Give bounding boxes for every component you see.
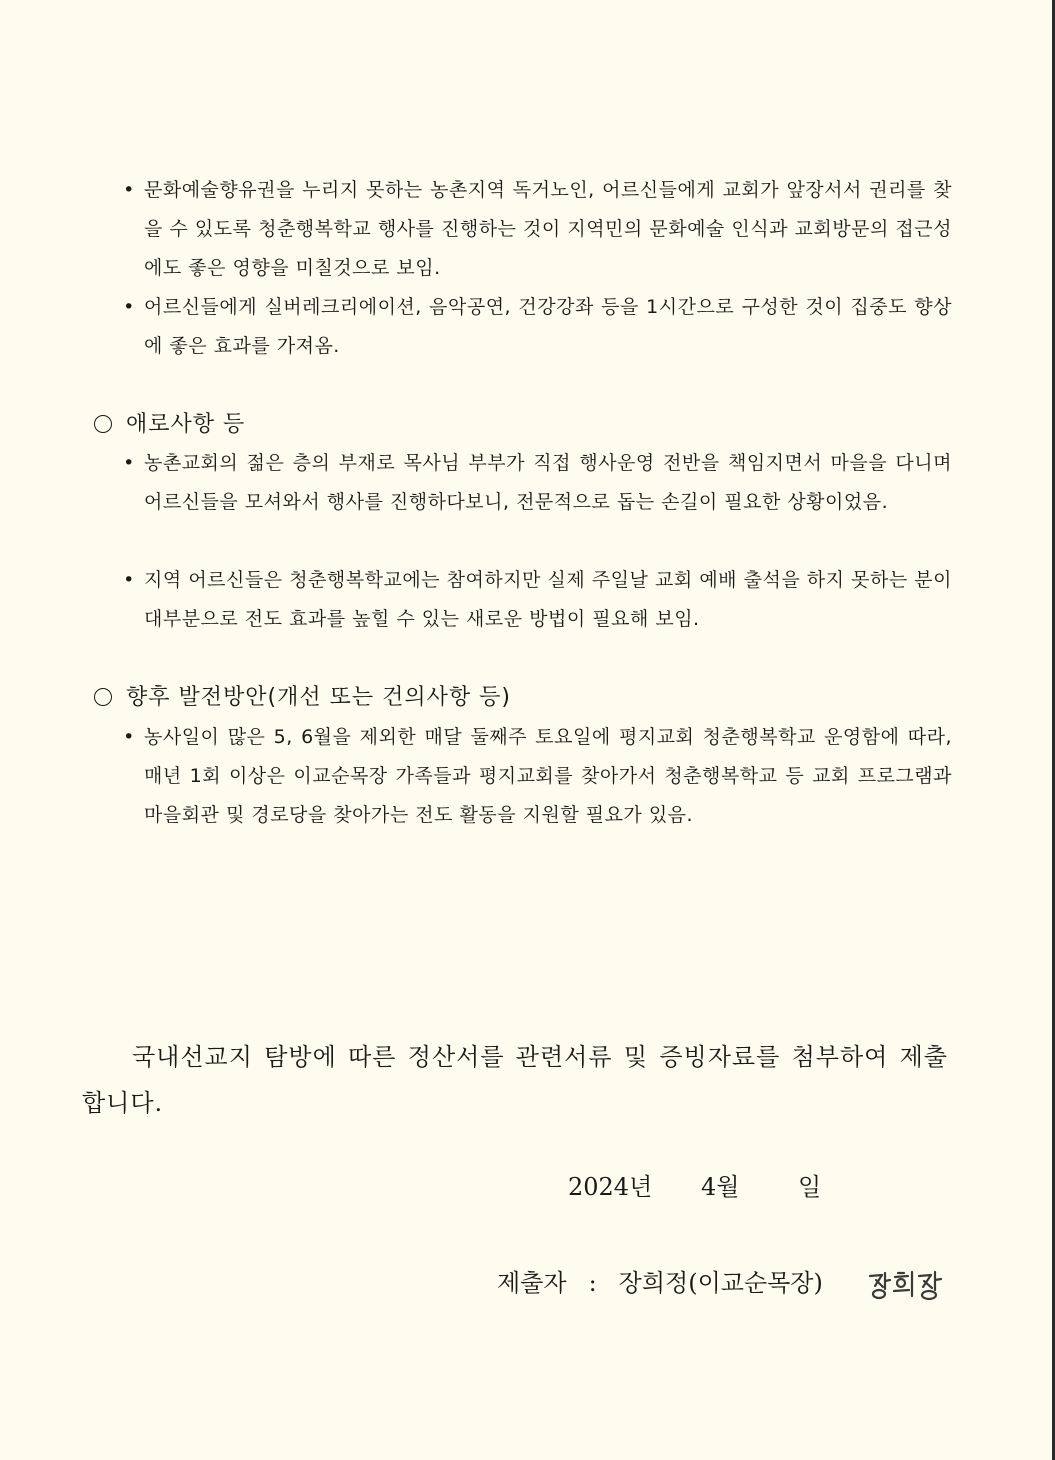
circle-icon: [94, 688, 112, 706]
bullet-dot: •: [123, 179, 135, 201]
difficulties-bullet-1: [122, 444, 952, 522]
future-bullet-text: 농사일이 많은 5, 6월을 제외한 매달 둘째주 토요일에 평지교회 청춘행복학교 운영함에 따라, 매년 1회 이상은 이교순목장 가족들과 평지교회를 찾아가서 청춘행복학교 등 교회 프로그램과 마을회관 및 경로당을 찾아가는 전도 활동을 지원할 필요가 있음.: [144, 726, 952, 826]
future-bullet-1: [122, 718, 952, 835]
section-heading-future: [94, 683, 511, 713]
effects-bullet-2: [122, 288, 952, 366]
submitter-label: 제출자: [497, 1269, 567, 1297]
submission-statement: 국내선교지 탐방에 따른 정산서를 관련서류 및 증빙자료를 첨부하여 제출합니다.: [82, 1043, 948, 1117]
section-heading-text: 애로사항 등: [126, 412, 246, 437]
date-month: 4월: [701, 1173, 740, 1201]
effects-bullet-text: 어르신들에게 실버레크리에이션, 음악공연, 건강강좌 등을 1시간으로 구성한 것이 집중도 향상에 좋은 효과를 가져옴.: [144, 296, 952, 357]
effects-bullet-1: [122, 171, 952, 288]
bullet-dot: •: [123, 296, 135, 318]
difficulties-bullet-text: 농촌교회의 젊은 층의 부재로 목사님 부부가 직접 행사운영 전반을 책임지면서 마을을 다니며 어르신들을 모셔와서 행사를 진행하다보니, 전문적으로 돕는 손길이 필요한 상황이었음.: [144, 452, 952, 513]
section-heading-text: 향후 발전방안(개선 또는 건의사항 등): [126, 685, 511, 710]
effects-bullet-text: 문화예술향유권을 누리지 못하는 농촌지역 독거노인, 어르신들에게 교회가 앞장서서 권리를 찾을 수 있도록 청춘행복학교 행사를 진행하는 것이 지역민의 문화예술 인식과 교회방문의 접근성에도 좋은 영향을 미칠것으로 보임.: [144, 179, 952, 279]
bullet-dot: •: [123, 726, 135, 748]
submitter-name: 장희정(이교순목장): [618, 1269, 823, 1297]
signature-image: [866, 1264, 948, 1304]
circle-icon: [94, 415, 112, 433]
submitter-line: [497, 1266, 823, 1300]
date-day: 일: [798, 1173, 822, 1201]
date-year: 2024년: [568, 1173, 653, 1201]
section-heading-difficulties: [94, 410, 245, 440]
submitter-separator: :: [588, 1269, 597, 1297]
difficulties-bullet-2: [122, 561, 952, 639]
bullet-dot: •: [123, 569, 135, 591]
difficulties-bullet-text: 지역 어르신들은 청춘행복학교에는 참여하지만 실제 주일날 교회 예배 출석을 하지 못하는 분이 대부분으로 전도 효과를 높힐 수 있는 새로운 방법이 필요해 보임.: [144, 569, 952, 630]
bullet-dot: •: [123, 452, 135, 474]
